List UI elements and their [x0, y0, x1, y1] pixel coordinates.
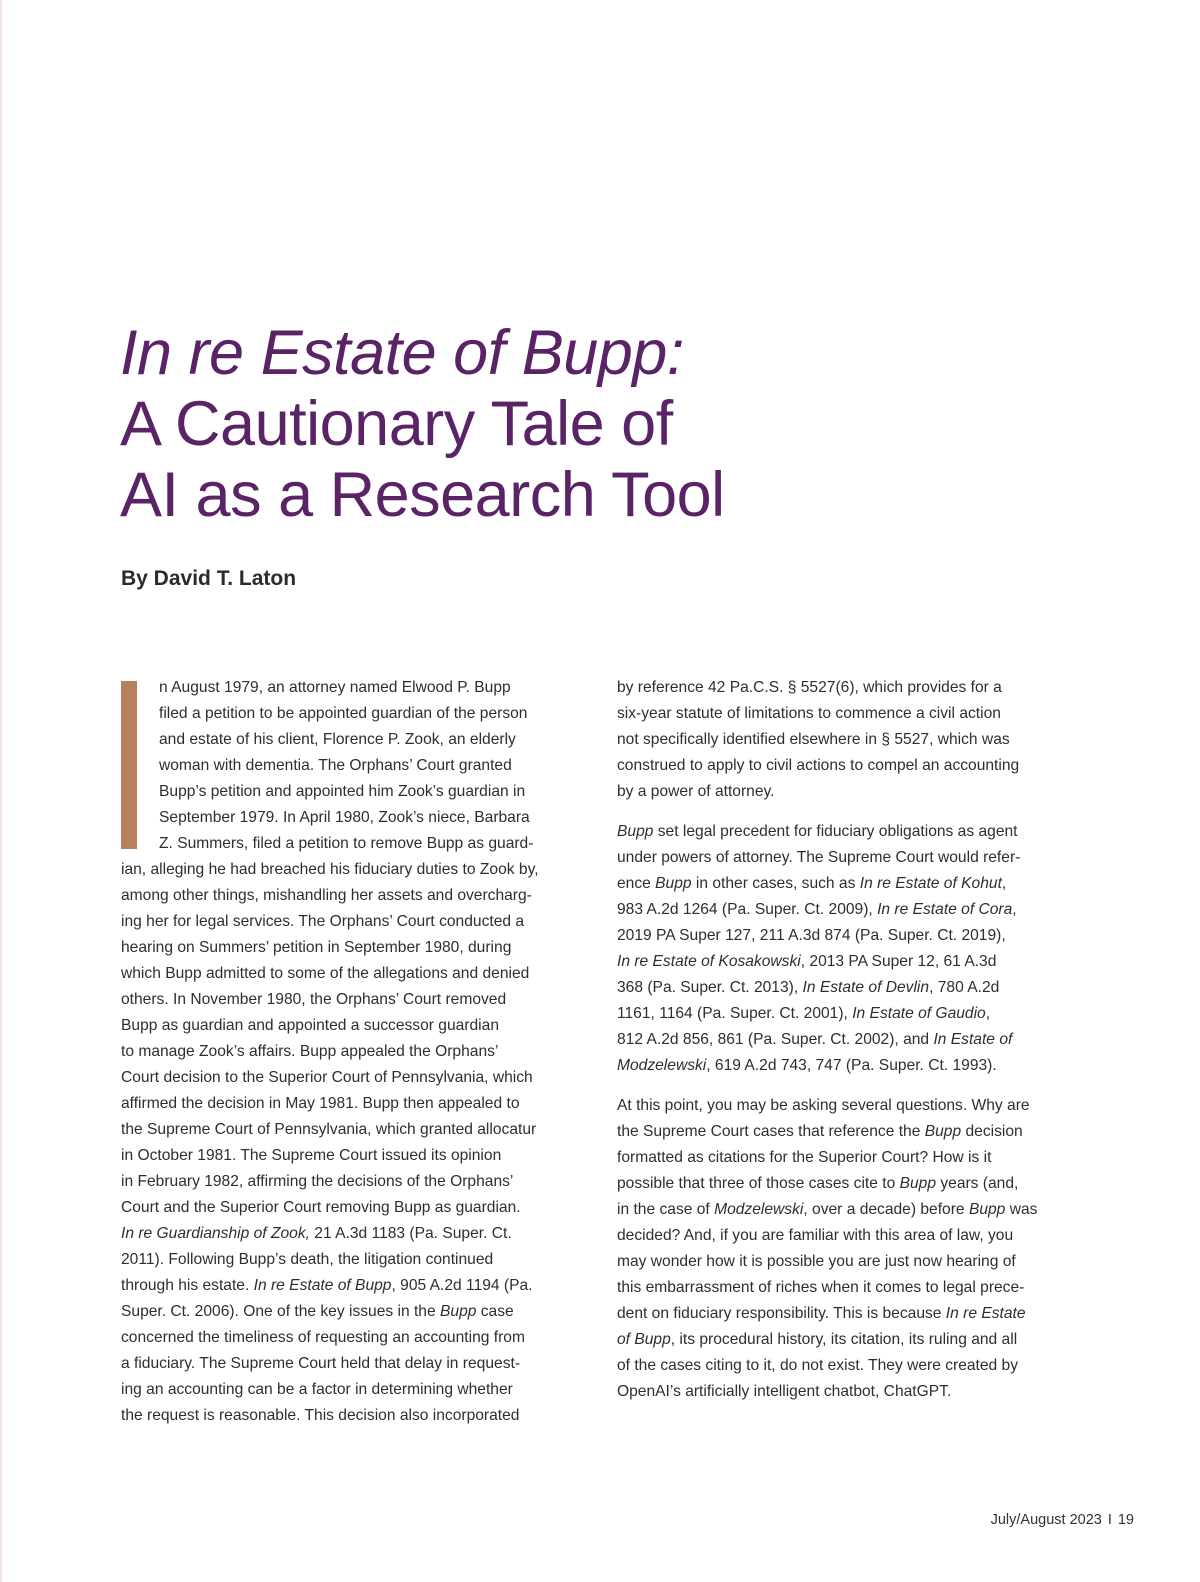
article-column-left [121, 675, 573, 1429]
left-column-line: to manage Zook’s affairs. Bupp appealed the Orphans’ [121, 1043, 499, 1060]
left-column-line: ing her for legal services. The Orphans’ Court conducted a [121, 913, 525, 930]
right-p3-line: At this point, you may be asking several questions. Why are [617, 1097, 1030, 1114]
left-column-line: Bupp as guardian and appointed a successor guardian [121, 1017, 499, 1034]
case-citation: of Bupp [617, 1331, 671, 1348]
right-p2-line [617, 975, 1069, 1001]
right-p2-line [617, 1053, 1069, 1079]
left-column-line: in February 1982, affirming the decisions of the Orphans’ [121, 1173, 514, 1190]
right-p1-line: six-year statute of limitations to commence a civil action [617, 705, 1001, 722]
left-column-line [121, 1273, 573, 1299]
text-run: , [985, 1005, 991, 1022]
left-column-line: the request is reasonable. This decision also incorporated [121, 1407, 520, 1424]
right-p3-line: may wonder how it is possible you are just now hearing of [617, 1253, 1016, 1270]
title-line-3: AI as a Research Tool [120, 460, 725, 530]
page-number: 19 [1117, 1512, 1134, 1528]
case-citation: In Estate of [933, 1031, 1013, 1048]
text-run: decision [961, 1123, 1023, 1140]
text-run: years (and, [936, 1175, 1019, 1192]
right-paragraph-3 [617, 1093, 1069, 1405]
byline: By David T. Laton [121, 567, 297, 590]
case-citation: Modzelewski [617, 1057, 707, 1074]
left-column-line: n August 1979, an attorney named Elwood P. Bupp [159, 679, 511, 696]
text-run: dent on fiduciary responsibility. This is because [617, 1305, 946, 1322]
right-p3-line [617, 1119, 1069, 1145]
right-p3-line: decided? And, if you are familiar with this area of law, you [617, 1227, 1014, 1244]
left-column-line: September 1979. In April 1980, Zook’s niece, Barbara [159, 809, 530, 826]
case-citation: In re Estate of Cora [877, 901, 1013, 918]
left-column-line: hearing on Summers’ petition in September 1980, during [121, 939, 512, 956]
left-column-line: affirmed the decision in May 1981. Bupp then appealed to [121, 1095, 520, 1112]
text-run: , 2013 PA Super 12, 61 A.3d [800, 953, 997, 970]
case-citation: In re Guardianship of Zook, [121, 1225, 310, 1242]
right-paragraph-2 [617, 819, 1069, 1079]
right-p2-line: under powers of attorney. The Supreme Court would refer- [617, 849, 1021, 866]
left-column-line: ing an accounting can be a factor in determining whether [121, 1381, 513, 1398]
left-column-line: Court decision to the Superior Court of Pennsylvania, which [121, 1069, 533, 1086]
case-citation: In re Estate [945, 1305, 1026, 1322]
footer-separator: I [1107, 1512, 1112, 1528]
text-run: , its procedural history, its citation, its ruling and all [670, 1331, 1018, 1348]
case-citation: In re Estate of Kosakowski [617, 953, 801, 970]
text-run: , [1001, 875, 1007, 892]
drop-cap-bar [121, 681, 137, 849]
right-p2-line [617, 819, 1069, 845]
text-run: , [1012, 901, 1017, 918]
right-p3-line: this embarrassment of riches when it comes to legal prece- [617, 1279, 1025, 1296]
text-run: , 780 A.2d [929, 979, 1000, 996]
case-citation: In re Estate of Kohut [859, 875, 1002, 892]
right-p1-line: by reference 42 Pa.C.S. § 5527(6), which provides for a [617, 679, 1002, 696]
right-p3-line: formatted as citations for the Superior Court? How is it [617, 1149, 992, 1166]
right-p2-line: 2019 PA Super 127, 211 A.3d 874 (Pa. Super. Ct. 2019), [617, 927, 1006, 944]
case-citation: Bupp [440, 1303, 477, 1320]
text-run: , 905 A.2d 1194 (Pa. [391, 1277, 533, 1294]
right-p2-line [617, 1001, 1069, 1027]
right-p1-line: construed to apply to civil actions to compel an accounting [617, 757, 1020, 774]
text-run: case [476, 1303, 514, 1320]
right-paragraph-1 [617, 675, 1069, 805]
article-column-right [617, 675, 1069, 1405]
left-column-line: among other things, mishandling her assets and overcharg- [121, 887, 532, 904]
title-line-1: In re Estate of Bupp: [120, 318, 684, 388]
case-citation: Bupp [924, 1123, 962, 1140]
left-column-line [121, 1299, 573, 1325]
case-citation: Modzelewski [714, 1201, 804, 1218]
article-title [120, 318, 1020, 531]
text-run: in the case of [617, 1201, 715, 1218]
left-column-line: in October 1981. The Supreme Court issued its opinion [121, 1147, 502, 1164]
right-p3-line [617, 1327, 1069, 1353]
left-column-line: Court and the Superior Court removing Bupp as guardian. [121, 1199, 521, 1216]
issue-date: July/August 2023 [990, 1512, 1102, 1528]
right-p2-line [617, 871, 1069, 897]
title-line-2: A Cautionary Tale of [120, 389, 673, 459]
right-p1-line: not specifically identified elsewhere in § 5527, which was [617, 731, 1010, 748]
left-column-line: Bupp’s petition and appointed him Zook’s guardian in [159, 783, 526, 800]
case-citation: In Estate of Devlin [802, 979, 930, 996]
right-p2-line [617, 1027, 1069, 1053]
right-p3-line [617, 1301, 1069, 1327]
text-run: , 619 A.2d 743, 747 (Pa. Super. Ct. 1993). [706, 1057, 997, 1074]
text-run: through his estate. [121, 1277, 254, 1294]
case-citation: In re Estate of Bupp [253, 1277, 392, 1294]
text-run: 812 A.2d 856, 861 (Pa. Super. Ct. 2002), and [617, 1031, 934, 1048]
page-footer [991, 1512, 1134, 1528]
left-column-line: and estate of his client, Florence P. Zook, an elderly [159, 731, 516, 748]
left-column-line: ian, alleging he had breached his fiduciary duties to Zook by, [121, 861, 539, 878]
left-column-line: the Supreme Court of Pennsylvania, which granted allocatur [121, 1121, 537, 1138]
text-run: Super. Ct. 2006). One of the key issues in the [121, 1303, 440, 1320]
right-p3-line [617, 1197, 1069, 1223]
left-column-line: filed a petition to be appointed guardian of the person [159, 705, 528, 722]
left-column-line: 2011). Following Bupp’s death, the litigation continued [121, 1251, 494, 1268]
text-run: , over a decade) before [803, 1201, 969, 1218]
text-run: 1161, 1164 (Pa. Super. Ct. 2001), [617, 1005, 853, 1022]
case-citation: Bupp [968, 1201, 1006, 1218]
text-run: 21 A.3d 1183 (Pa. Super. Ct. [309, 1225, 512, 1242]
left-column-line [121, 1221, 573, 1247]
left-column-text [121, 675, 573, 1429]
right-p3-line: OpenAI’s artificially intelligent chatbot, ChatGPT. [617, 1383, 952, 1400]
right-p1-line: by a power of attorney. [617, 783, 775, 800]
text-run: was [1005, 1201, 1038, 1218]
right-p2-line [617, 949, 1069, 975]
text-run: in other cases, such as [691, 875, 860, 892]
case-citation: Bupp [655, 875, 692, 892]
text-run: 368 (Pa. Super. Ct. 2013), [617, 979, 803, 996]
left-column-line: a fiduciary. The Supreme Court held that delay in request- [121, 1355, 521, 1372]
text-run: the Supreme Court cases that reference the [617, 1123, 925, 1140]
left-column-line: Z. Summers, filed a petition to remove Bupp as guard- [159, 835, 534, 852]
left-column-line: woman with dementia. The Orphans’ Court granted [159, 757, 512, 774]
text-run: set legal precedent for fiduciary obligations as agent [653, 823, 1018, 840]
left-column-line: which Bupp admitted to some of the allegations and denied [121, 965, 530, 982]
text-run: 983 A.2d 1264 (Pa. Super. Ct. 2009), [617, 901, 878, 918]
text-run: possible that three of those cases cite to [617, 1175, 900, 1192]
right-p3-line: of the cases citing to it, do not exist. They were created by [617, 1357, 1019, 1374]
case-citation: Bupp [617, 823, 654, 840]
right-p2-line [617, 897, 1069, 923]
page-edge [0, 0, 2, 1582]
text-run: ence [617, 875, 656, 892]
case-citation: In Estate of Gaudio [852, 1005, 986, 1022]
right-p3-line [617, 1171, 1069, 1197]
case-citation: Bupp [899, 1175, 937, 1192]
left-column-line: others. In November 1980, the Orphans’ Court removed [121, 991, 507, 1008]
left-column-line: concerned the timeliness of requesting an accounting from [121, 1329, 525, 1346]
